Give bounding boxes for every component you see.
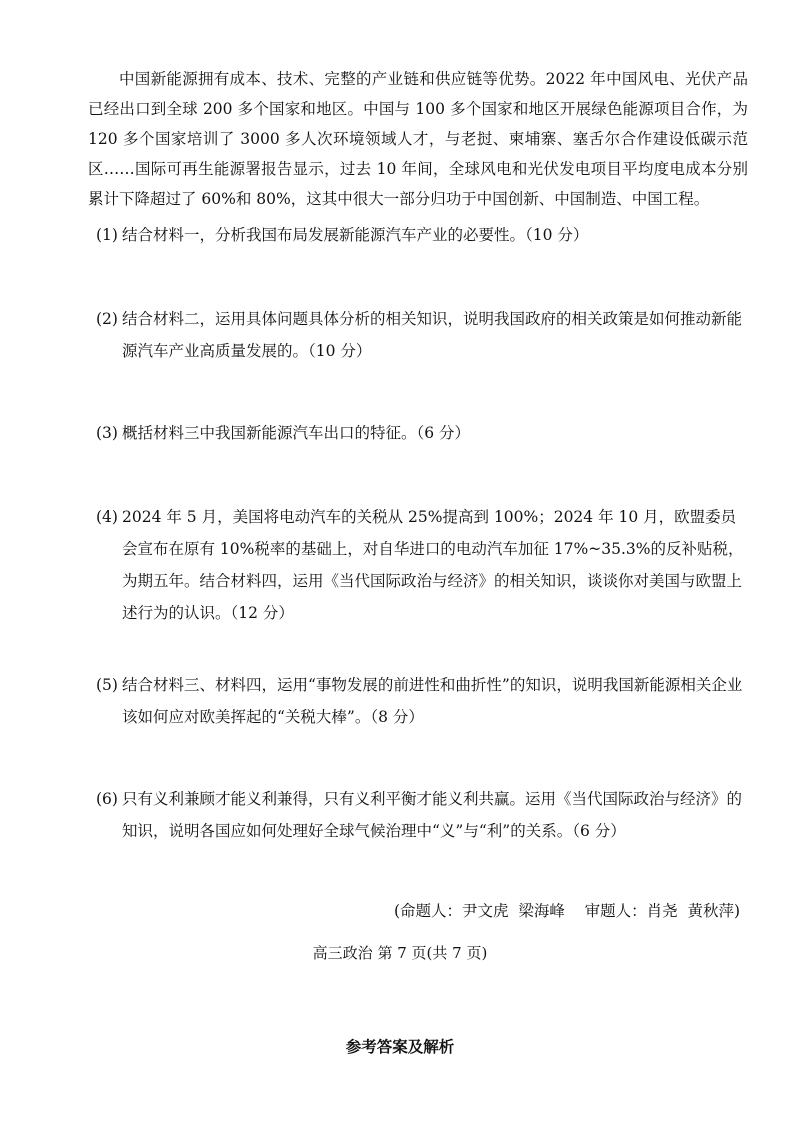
question-text: 结合材料二，运用具体问题具体分析的相关知识，说明我国政府的相关政策是如何推动新能源汽车产业高质量发展的。（10 分） [122, 310, 743, 360]
question-3 [96, 417, 748, 449]
question-4 [96, 501, 748, 629]
question-number: (1) [96, 226, 118, 244]
question-5 [96, 669, 748, 733]
question-number: (6) [96, 790, 118, 808]
question-text: 结合材料一，分析我国布局发展新能源汽车产业的必要性。（10 分） [122, 226, 589, 244]
page-footer: 高三政治 第 7 页(共 7 页) [312, 944, 488, 962]
question-number: (4) [96, 508, 118, 526]
question-1 [96, 219, 748, 251]
answer-section-title: 参考答案及解析 [345, 1037, 455, 1056]
question-number: (5) [96, 676, 118, 694]
authors-line: (命题人：尹文虎 梁海峰 审题人：肖尧 黄秋萍) [393, 902, 740, 920]
question-2 [96, 303, 748, 367]
question-6 [96, 783, 748, 847]
question-text: 结合材料三、材料四，运用“事物发展的前进性和曲折性”的知识，说明我国新能源相关企业该如何应对欧美挥起的“关税大棒”。（8 分） [122, 676, 743, 726]
question-text: 只有义利兼顾才能义利兼得，只有义利平衡才能义利共赢。运用《当代国际政治与经济》的知识，说明各国应如何处理好全球气候治理中“义”与“利”的关系。（6 分） [122, 790, 743, 840]
question-text: 2024 年 5 月，美国将电动汽车的关税从 25%提高到 100%；2024 年 10 月，欧盟委员会宣布在原有 10%税率的基础上，对自华进口的电动汽车加征 17%~35.3%的反补贴税，为期五年。结合材料四，运用《当代国际政治与经济》的相关知识，谈谈你对美国与欧盟上述行为的认识。（12 分） [122, 508, 744, 622]
question-text: 概括材料三中我国新能源汽车出口的特征。（6 分） [122, 424, 471, 442]
question-number: (2) [96, 310, 118, 328]
material-paragraph: 中国新能源拥有成本、技术、完整的产业链和供应链等优势。2022 年中国风电、光伏产品已经出口到全球 200 多个国家和地区。中国与 100 多个国家和地区开展绿色能源项目合作，为 120 多个国家培训了 3000 多人次环境领域人才，与老挝、柬埔寨、塞舌尔合作建设低碳示范区……国际可再生能源署报告显示，过去 10 年间，全球风电和光伏发电项目平均度电成本分别累计下降超过了 60%和 80%，这其中很大一部分归功于中国创新、中国制造、中国工程。 [88, 70, 748, 208]
question-number: (3) [96, 424, 118, 442]
